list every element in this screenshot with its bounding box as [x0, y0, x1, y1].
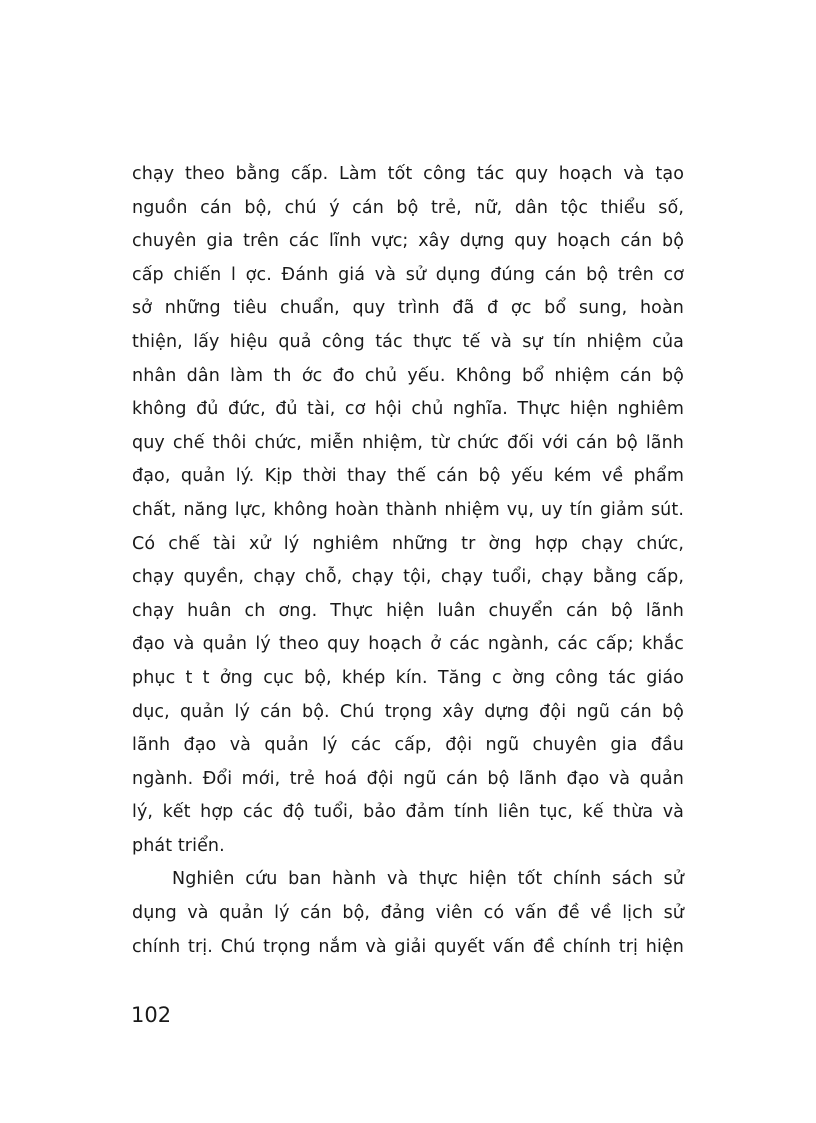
text-line-5: sở những tiêu chuẩn, quy trình đã đ ợc bổ sung, hoàn [132, 298, 684, 319]
text-line-8: không đủ đức, đủ tài, cơ hội chủ nghĩa. Thực hiện nghiêm [132, 399, 684, 420]
body-text [132, 158, 684, 964]
text-line-13: chạy quyền, chạy chỗ, chạy tội, chạy tuổi, chạy bằng cấp, [132, 567, 684, 588]
text-line-17: dục, quản lý cán bộ. Chú trọng xây dựng đội ngũ cán bộ [132, 701, 684, 722]
page-number: 102 [131, 1003, 172, 1027]
text-line-9: quy chế thôi chức, miễn nhiệm, từ chức đối với cán bộ lãnh [132, 432, 684, 453]
text-line-22: Nghiên cứu ban hành và thực hiện tốt chính sách sử [172, 869, 684, 890]
text-line-4: cấp chiến l ợc. Đánh giá và sử dụng đúng cán bộ trên cơ [132, 264, 684, 285]
text-line-19: ngành. Đổi mới, trẻ hoá đội ngũ cán bộ lãnh đạo và quản [132, 768, 684, 789]
text-line-23: dụng và quản lý cán bộ, đảng viên có vấn đề về lịch sử [132, 903, 684, 924]
text-line-21: phát triển. [132, 835, 225, 856]
text-line-15: đạo và quản lý theo quy hoạch ở các ngành, các cấp; khắc [132, 634, 684, 655]
text-line-16: phục t t ởng cục bộ, khép kín. Tăng c ờng công tác giáo [132, 667, 684, 688]
text-line-20: lý, kết hợp các độ tuổi, bảo đảm tính liên tục, kế thừa và [132, 802, 684, 823]
text-line-11: chất, năng lực, không hoàn thành nhiệm vụ, uy tín giảm sút. [132, 499, 684, 520]
text-line-12: Có chế tài xử lý nghiêm những tr ờng hợp chạy chức, [132, 533, 684, 554]
text-line-10: đạo, quản lý. Kịp thời thay thế cán bộ yếu kém về phẩm [132, 466, 684, 487]
text-line-18: lãnh đạo và quản lý các cấp, đội ngũ chuyên gia đầu [132, 735, 684, 756]
text-line-7: nhân dân làm th ớc đo chủ yếu. Không bổ nhiệm cán bộ [132, 365, 684, 386]
text-line-3: chuyên gia trên các lĩnh vực; xây dựng quy hoạch cán bộ [132, 231, 684, 252]
text-line-14: chạy huân ch ơng. Thực hiện luân chuyển cán bộ lãnh [132, 600, 684, 621]
text-line-1: chạy theo bằng cấp. Làm tốt công tác quy hoạch và tạo [132, 164, 684, 184]
text-line-2: nguồn cán bộ, chú ý cán bộ trẻ, nữ, dân tộc thiểu số, [132, 197, 684, 218]
text-line-24: chính trị. Chú trọng nắm và giải quyết vấn đề chính trị hiện [132, 936, 684, 957]
text-line-6: thiện, lấy hiệu quả công tác thực tế và sự tín nhiệm của [132, 331, 684, 352]
